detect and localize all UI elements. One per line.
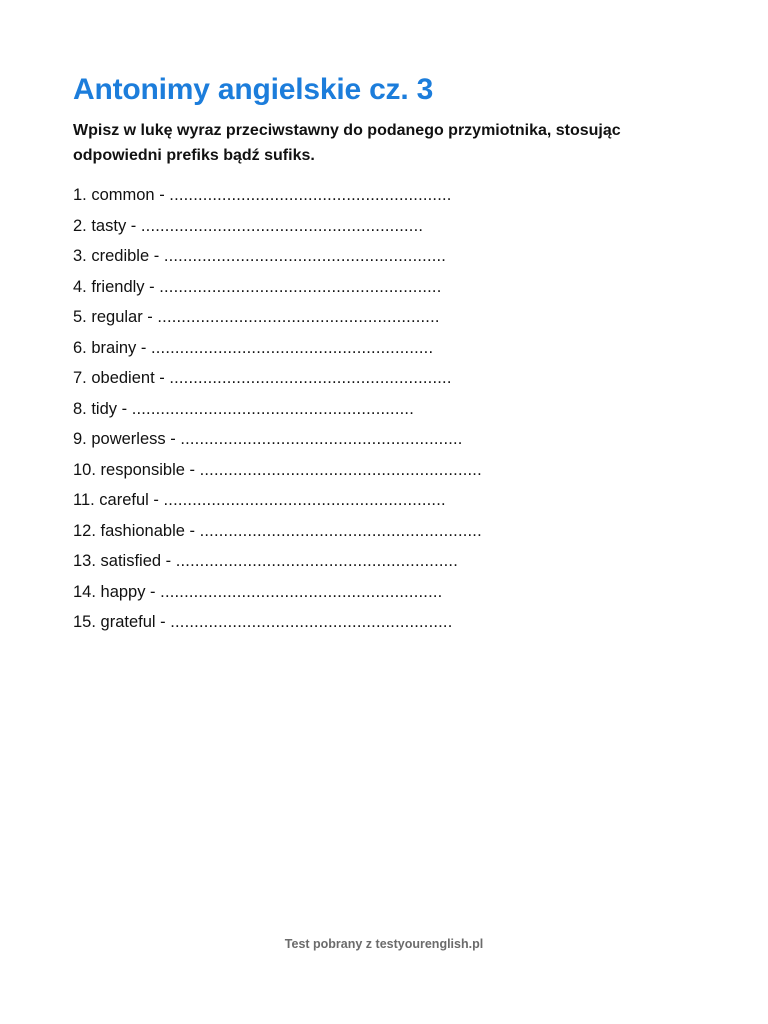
exercise-item xyxy=(73,211,693,242)
exercise-prompt: 12. fashionable - xyxy=(73,521,196,540)
answer-blank: ........................................................... xyxy=(140,216,424,235)
page-title: Antonimy angielskie cz. 3 xyxy=(73,73,434,106)
answer-blank: ........................................................... xyxy=(163,247,447,265)
exercise-item xyxy=(73,394,693,425)
answer-blank: ........................................................... xyxy=(180,430,463,448)
answer-blank: ........................................................... xyxy=(160,582,443,601)
exercise-prompt: 3. credible - xyxy=(73,247,160,265)
exercise-item xyxy=(73,577,693,608)
exercise-item xyxy=(73,302,693,333)
footer-source-text: Test pobrany z testyourenglish.pl xyxy=(284,937,484,951)
answer-blank: ........................................................... xyxy=(150,338,434,357)
answer-blank: ........................................................... xyxy=(169,186,452,204)
exercise-item xyxy=(73,485,693,516)
exercise-prompt: 10. responsible - xyxy=(73,460,195,479)
answer-blank: ........................................................... xyxy=(199,460,482,479)
exercise-item xyxy=(73,333,693,364)
exercise-item xyxy=(73,241,693,272)
exercise-prompt: 8. tidy - xyxy=(73,399,128,418)
exercise-item xyxy=(73,607,693,638)
exercise-item xyxy=(73,455,693,486)
answer-blank: ........................................................... xyxy=(169,369,452,387)
exercise-prompt: 5. regular - xyxy=(73,308,153,326)
exercise-item xyxy=(73,546,693,577)
answer-blank: ........................................................... xyxy=(131,399,414,418)
answer-blank: ........................................................... xyxy=(163,491,446,509)
answer-blank: ........................................................... xyxy=(157,308,440,326)
answer-blank: ........................................................... xyxy=(159,277,442,296)
exercise-list xyxy=(73,180,693,638)
exercise-item xyxy=(73,180,693,211)
answer-blank: ........................................................... xyxy=(199,521,482,540)
instructions-text: Wpisz w lukę wyraz przeciwstawny do podanego przymiotnika, stosując odpowiedni prefiks bądź sufiks. xyxy=(73,122,621,164)
exercise-item xyxy=(73,363,693,394)
answer-blank: ........................................................... xyxy=(175,552,459,570)
exercise-prompt: 11. careful - xyxy=(73,491,159,509)
exercise-prompt: 13. satisfied - xyxy=(73,552,172,570)
exercise-prompt: 6. brainy - xyxy=(73,338,147,357)
exercise-item xyxy=(73,424,693,455)
exercise-prompt: 1. common - xyxy=(73,186,165,204)
exercise-prompt: 7. obedient - xyxy=(73,369,165,387)
exercise-prompt: 9. powerless - xyxy=(73,430,176,448)
exercise-prompt: 15. grateful - xyxy=(73,613,166,631)
exercise-item xyxy=(73,272,693,303)
exercise-prompt: 14. happy - xyxy=(73,582,156,601)
exercise-item xyxy=(73,516,693,547)
exercise-prompt: 2. tasty - xyxy=(73,216,137,235)
worksheet xyxy=(73,70,693,638)
answer-blank: ........................................................... xyxy=(170,613,453,631)
exercise-prompt: 4. friendly - xyxy=(73,277,155,296)
